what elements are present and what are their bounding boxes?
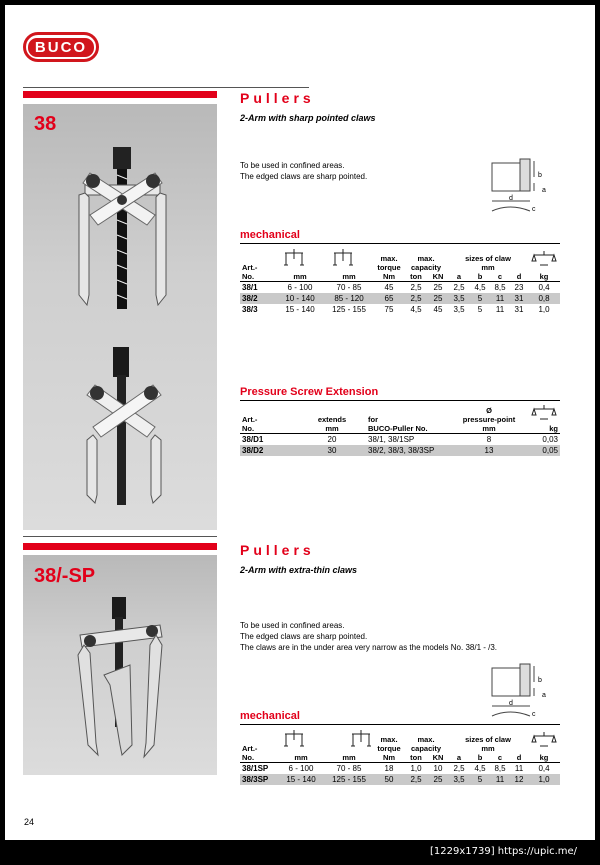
table-cell: 8,5 [490, 282, 510, 294]
table-cell: 25 [428, 774, 448, 785]
table-cell: 13 [458, 445, 520, 456]
table-cell: 5 [470, 293, 490, 304]
table-cell: 8,5 [490, 763, 510, 775]
th-kg: kg [539, 272, 549, 281]
table-cell [276, 263, 324, 272]
table-cell [528, 744, 560, 753]
extension-title: Pressure Screw Extension [240, 386, 379, 398]
table-cell: 125 - 155 [324, 774, 374, 785]
spec-table-38sp [240, 735, 560, 785]
th-c: c [497, 272, 503, 281]
section-description [240, 160, 367, 182]
puller-38-extension-image [65, 345, 185, 515]
table-cell: 3,5 [448, 774, 470, 785]
table-cell: 6 - 100 [276, 282, 324, 294]
table-cell [324, 744, 374, 753]
table-cell: 5 [470, 774, 490, 785]
image-source-footer: [1229x1739] https://upic.me/ [430, 846, 578, 857]
table-cell: 45 [433, 305, 443, 314]
section-title: Pullers [240, 542, 315, 558]
th-nm: Nm [382, 753, 396, 762]
table-cell: 3,5 [448, 293, 470, 304]
table-cell: 12 [510, 774, 528, 785]
table-cell: 85 - 120 [324, 293, 374, 304]
th-sizes: sizes of claw [465, 254, 511, 263]
th-max-torque-1: max. [380, 735, 398, 744]
table-cell: 11 [510, 763, 528, 775]
table-row [240, 445, 560, 456]
section-subtitle: 2-Arm with sharp pointed claws [240, 113, 376, 123]
table-rule [240, 243, 560, 244]
table-cell: 10 - 140 [276, 293, 324, 304]
th-capacity: capacity [410, 263, 442, 272]
dim-d-label: d [509, 700, 513, 707]
table-cell: 25 [428, 282, 448, 294]
section-title: Pullers [240, 90, 315, 106]
th-sizes-mm: mm [481, 744, 495, 753]
table-cell: 38/1SP [240, 763, 278, 775]
page-number: 24 [24, 817, 35, 827]
table-cell: 10 [428, 763, 448, 775]
table-cell: 2,5 [448, 763, 470, 775]
th-capacity: capacity [410, 744, 442, 753]
dim-c-label: c [532, 206, 536, 213]
table-cell: 38/D2 [240, 445, 298, 456]
table-cell: 38/2 [240, 293, 276, 304]
description-line: The claws are in the under area very narrow as the models No. 38/1 - /3. [240, 643, 498, 652]
table-cell: 75 [384, 305, 394, 314]
table-cell: 15 - 140 [278, 774, 324, 785]
section-red-bar [23, 543, 217, 550]
table-cell: 70 - 85 [324, 282, 374, 294]
table-row [240, 434, 560, 446]
section-rule [23, 536, 217, 537]
table-cell: 2,5 [448, 282, 470, 294]
claw-dimension-diagram [490, 155, 555, 220]
table-title: mechanical [240, 710, 300, 722]
table-cell: 31 [514, 305, 524, 314]
th-a: a [456, 272, 462, 281]
th-no: No. [242, 753, 255, 762]
buco-logo [23, 32, 99, 62]
dim-a-label: a [542, 187, 546, 194]
th-mm: mm [325, 424, 339, 433]
table-row [240, 282, 560, 294]
table-cell [366, 406, 458, 415]
th-a: a [456, 753, 462, 762]
table-cell [528, 263, 560, 272]
th-art: Art.- [242, 415, 258, 424]
table-cell: 0,4 [528, 763, 560, 775]
table-cell: 20 [298, 434, 366, 446]
th-for: for [368, 415, 378, 424]
table-cell: 8 [458, 434, 520, 446]
th-d: d [516, 272, 522, 281]
table-cell: 38/1 [240, 282, 276, 294]
table-cell [324, 735, 374, 744]
table-cell [278, 744, 324, 753]
table-cell [324, 263, 374, 272]
table-cell: 25 [428, 293, 448, 304]
table-cell: 38/2, 38/3, 38/3SP [366, 445, 458, 456]
table-cell [240, 406, 298, 415]
section-red-bar [23, 91, 217, 98]
table-cell: 1,0 [528, 774, 560, 785]
table-cell: 38/3SP [240, 774, 278, 785]
th-sizes: sizes of claw [465, 735, 511, 744]
dim-c-label: c [532, 711, 536, 718]
dim-a-label: a [542, 692, 546, 699]
th-puller-no: BUCO-Puller No. [368, 424, 428, 433]
table-cell: 65 [374, 293, 404, 304]
th-art: Art.- [242, 744, 258, 753]
th-pressure-point: pressure-point [462, 415, 516, 424]
table-cell [276, 254, 324, 263]
th-mm2: mm [342, 272, 356, 281]
puller-38sp-image [70, 595, 180, 765]
table-cell [240, 735, 278, 744]
table-cell [298, 406, 366, 415]
description-line: The edged claws are sharp pointed. [240, 632, 368, 641]
th-extends: extends [317, 415, 347, 424]
table-cell: 30 [298, 445, 366, 456]
table-cell: 125 - 155 [332, 305, 366, 314]
dim-b-label: b [538, 677, 542, 684]
table-cell: 50 [374, 774, 404, 785]
section-number: 38 [34, 113, 57, 135]
description-line: The edged claws are sharp pointed. [240, 172, 368, 181]
header-rule [23, 87, 309, 88]
table-cell: 3,5 [453, 305, 465, 314]
th-b: b [477, 753, 483, 762]
th-max-torque-1: max. [380, 254, 398, 263]
section-subtitle: 2-Arm with extra-thin claws [240, 565, 358, 575]
table-cell [324, 254, 374, 263]
logo-text: BUCO [28, 38, 94, 57]
table-cell: 11 [495, 305, 505, 314]
table-cell: 1,0 [538, 305, 550, 314]
table-cell: 38/1, 38/1SP [366, 434, 458, 446]
table-cell: 0,4 [528, 282, 560, 294]
th-kg: kg [539, 753, 549, 762]
table-cell: 31 [510, 293, 528, 304]
table-cell: 70 - 85 [324, 763, 374, 775]
table-cell: 45 [374, 282, 404, 294]
table-cell [528, 254, 560, 263]
table-cell: 0,03 [520, 434, 560, 446]
table-cell: 38/D1 [240, 434, 298, 446]
th-mm1: mm [294, 753, 308, 762]
table-cell: 11 [490, 774, 510, 785]
th-d: d [516, 753, 522, 762]
dim-b-label: b [538, 172, 542, 179]
section-description [240, 620, 497, 653]
spec-table-38 [240, 254, 560, 315]
table-cell: 1,0 [404, 763, 428, 775]
th-ton: ton [410, 272, 422, 281]
table-cell: 2,5 [404, 774, 428, 785]
table-cell: 15 - 140 [285, 305, 315, 314]
th-b: b [477, 272, 483, 281]
table-cell [528, 735, 560, 744]
table-cell [240, 254, 276, 263]
th-ton: ton [410, 753, 422, 762]
extension-table [240, 406, 560, 456]
table-cell: 4,5 [470, 282, 490, 294]
th-mm1: mm [293, 272, 307, 281]
dim-d-label: d [509, 195, 513, 202]
th-diameter: Ø [486, 406, 492, 415]
table-cell: 6 - 100 [278, 763, 324, 775]
extension-rule [240, 400, 560, 401]
table-row [240, 293, 560, 304]
section-number: 38/-SP [34, 565, 96, 587]
th-torque: torque [377, 744, 401, 753]
table-cell: 18 [374, 763, 404, 775]
table-cell: 38/3 [242, 305, 258, 314]
table-cell: 5 [477, 305, 483, 314]
table-row [240, 763, 560, 775]
table-cell: 2,5 [404, 282, 428, 294]
th-max-capacity-1: max. [417, 254, 435, 263]
th-sizes-mm: mm [481, 263, 495, 272]
th-kn: KN [432, 272, 444, 281]
table-cell: 2,5 [404, 293, 428, 304]
table-cell: 23 [510, 282, 528, 294]
table-cell [520, 406, 560, 415]
th-kg: kg [549, 424, 558, 433]
th-max-capacity-1: max. [417, 735, 435, 744]
th-no: No. [242, 272, 255, 281]
claw-dimension-diagram [490, 660, 555, 725]
table-cell [278, 735, 324, 744]
description-line: To be used in confined areas. [240, 161, 345, 170]
table-rule [240, 724, 560, 725]
table-cell: 0,05 [520, 445, 560, 456]
table-title: mechanical [240, 229, 300, 241]
th-torque: torque [377, 263, 401, 272]
th-nm: Nm [382, 272, 396, 281]
th-c: c [497, 753, 503, 762]
catalog-page [5, 5, 595, 840]
table-cell [520, 415, 560, 424]
table-cell: 11 [490, 293, 510, 304]
description-line: To be used in confined areas. [240, 621, 345, 630]
th-kn: KN [432, 753, 444, 762]
table-row [240, 774, 560, 785]
th-art: Art.- [242, 263, 258, 272]
th-mm2: mm [482, 424, 496, 433]
th-mm2: mm [342, 753, 356, 762]
table-cell: 4,5 [410, 305, 422, 314]
puller-38-image [65, 145, 185, 315]
th-no: No. [242, 424, 255, 433]
table-row [240, 304, 560, 315]
table-cell: 0,8 [528, 293, 560, 304]
table-cell: 4,5 [470, 763, 490, 775]
